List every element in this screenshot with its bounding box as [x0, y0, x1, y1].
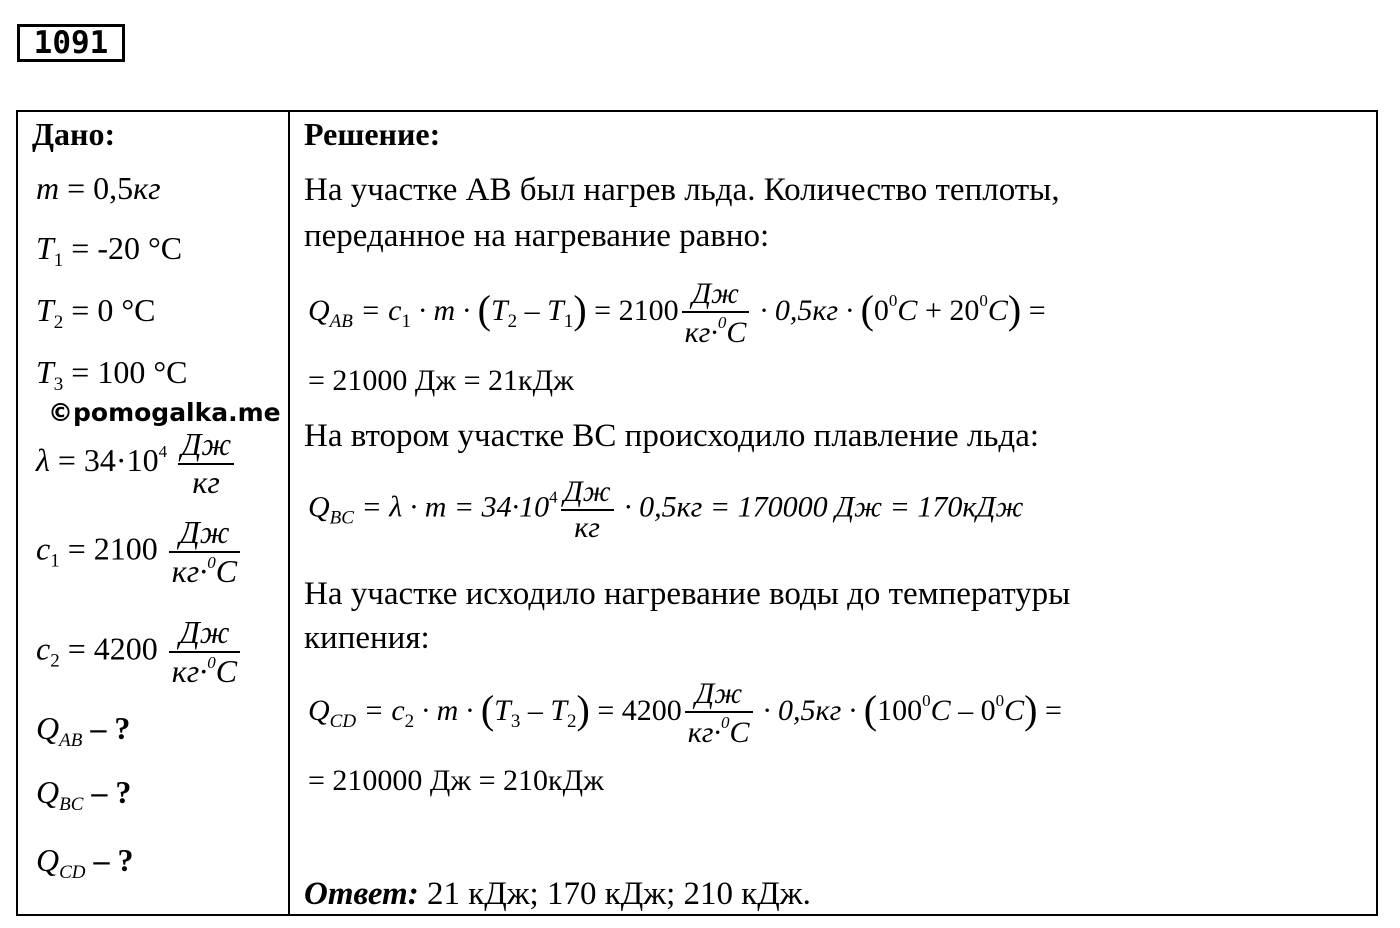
lambda-unit-fraction: Дж кг — [178, 428, 234, 499]
given-t1 — [36, 230, 182, 272]
solution-header: Решение: — [304, 116, 441, 152]
answer-text: 21 кДж; 170 кДж; 210 кДж. — [418, 876, 811, 912]
given-c2 — [36, 616, 243, 688]
problem-number: 1091 — [17, 24, 125, 62]
t2-subscript: 2 — [53, 312, 64, 333]
t3-subscript: 3 — [53, 374, 64, 395]
c2-value: = 4200 — [59, 630, 158, 667]
var-c1: c — [36, 530, 51, 567]
answer-line — [304, 876, 811, 913]
bc-unit-fraction: Дж кг — [561, 476, 614, 543]
t1-subscript: 1 — [53, 250, 64, 271]
c1-unit-fraction: Дж кг·$^0$C — [169, 516, 240, 588]
mass-unit: кг — [133, 170, 161, 206]
var-t1: T — [36, 230, 54, 266]
var-t3: T — [36, 354, 54, 390]
formula-q-cd: $Q_{CD} = c_2 \cdot m \cdot (T_3 - T_2) = 4200$ Дж кг·$^0$C · $0,5кг \cdot (100^0C - 0^0C)$ = — [308, 677, 1062, 749]
var-m: m — [36, 170, 60, 206]
formula-q-bc: $Q_{BC} = \lambda \cdot m = 34\cdot 10^4$ Дж кг · 0,5кг = 170000 Дж = 170кДж — [308, 475, 1024, 544]
lambda-value: = 34·10 — [49, 441, 159, 478]
given-t2 — [36, 292, 155, 334]
paragraph-ab-line2: переданное на нагревание равно: — [304, 218, 770, 254]
given-lambda — [36, 428, 237, 499]
paragraph-bc: На втором участке ВС происходило плавление льда: — [304, 418, 1040, 454]
c2-unit-fraction: Дж кг·$^0$C — [169, 616, 240, 688]
c1-subscript: 1 — [50, 550, 60, 572]
paragraph-cd-line2: кипения: — [304, 620, 430, 656]
var-c2: c — [36, 630, 51, 667]
find-q-cd: $Q_{CD}$ – ? — [36, 842, 134, 883]
lambda-exponent: 4 — [158, 441, 168, 461]
watermark: ©pomogalka.me — [48, 398, 281, 427]
paragraph-cd-line1: На участке исходило нагревание воды до температуры — [304, 576, 1071, 612]
given-c1 — [36, 516, 243, 588]
c1-value: = 2100 — [59, 530, 158, 567]
solution-table — [16, 110, 1378, 916]
formula-q-cd-result: = 210000 Дж = 210кДж — [308, 764, 604, 797]
mass-value: = 0,5 — [59, 170, 134, 206]
ab-unit-fraction: Дж кг·$^0$C — [682, 278, 750, 348]
given-mass — [36, 170, 161, 207]
answer-label: Ответ: — [304, 876, 419, 912]
find-q-ab: $Q_{AB}$ – ? — [36, 710, 131, 751]
var-t2: T — [36, 292, 54, 328]
var-lambda: λ — [36, 441, 50, 478]
column-divider — [288, 112, 290, 914]
formula-q-ab: $Q_{AB} = c_1 \cdot m \cdot (T_2 - T_1) = 2100$ Дж кг·$^0$C · $0,5кг \cdot (0^0C + 20^0C)$ = — [308, 277, 1046, 349]
given-header: Дано: — [32, 116, 116, 152]
formula-q-ab-result: = 21000 Дж = 21кДж — [308, 364, 574, 397]
given-t3 — [36, 354, 187, 396]
t1-value: = -20 °C — [63, 230, 183, 266]
paragraph-ab-line1: На участке АВ был нагрев льда. Количество теплоты, — [304, 172, 1060, 208]
cd-unit-fraction: Дж кг·$^0$C — [685, 678, 753, 748]
find-q-bc: $Q_{BC}$ – ? — [36, 774, 132, 815]
t2-value: = 0 °C — [63, 292, 156, 328]
t3-value: = 100 °C — [63, 354, 188, 390]
c2-subscript: 2 — [50, 650, 60, 672]
